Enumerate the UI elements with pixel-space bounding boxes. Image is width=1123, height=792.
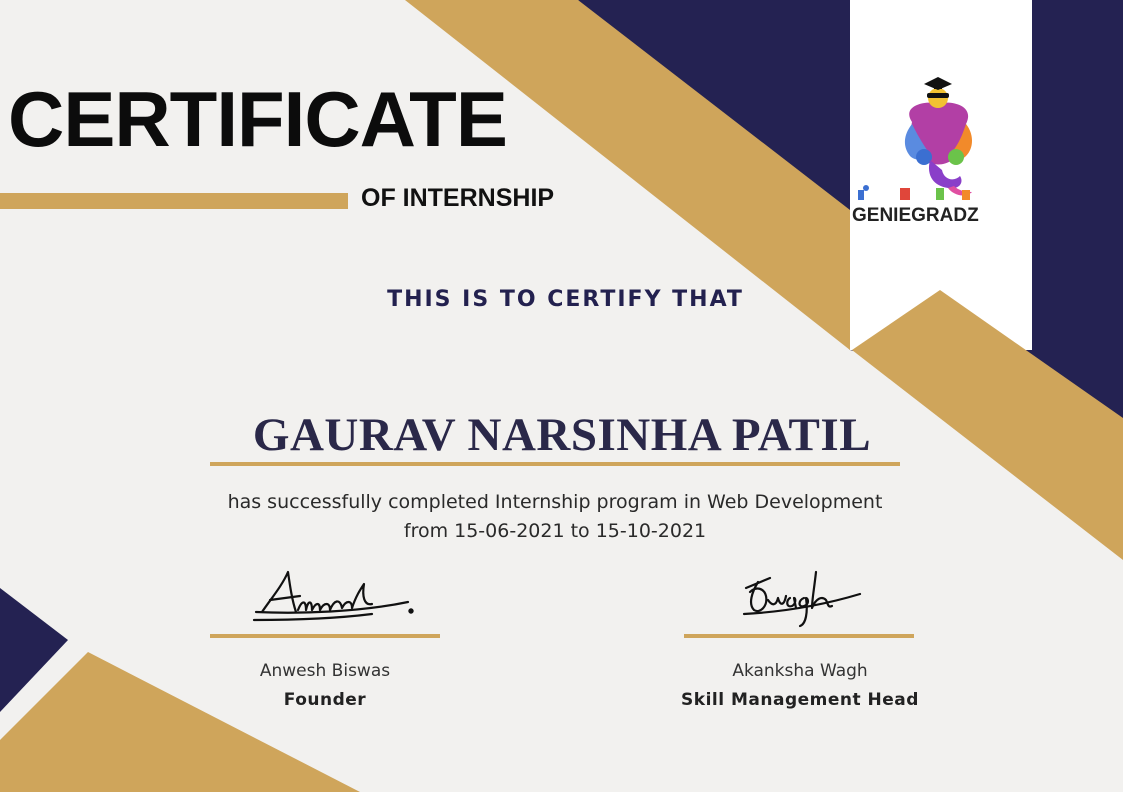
signature-line-right [684,634,914,638]
signature-wagh [744,572,860,626]
signatory-role-left: Founder [283,690,367,710]
certify-intro [0,289,1123,311]
name-underline [210,462,900,466]
certificate-title: CERTIFICATE [8,75,507,163]
signature-anwesh [254,572,413,620]
signature-line-left [210,634,440,638]
completion-statement: has successfully completed Internship program in Web Development [227,491,883,513]
subtitle-gold-bar [0,193,348,209]
signatory-name-left: Anwesh Biswas [259,661,391,681]
recipient-name: GAURAV NARSINHA PATIL [252,409,872,461]
certify-intro-text: THIS IS TO CERTIFY THAT [387,287,744,312]
logo-wordmark: GENIEGRADZ [852,205,979,226]
signatory-name-right: Akanksha Wagh [732,661,868,681]
certificate-subtitle: OF INTERNSHIP [361,184,555,212]
internship-dates: from 15-06-2021 to 15-10-2021 [403,520,707,542]
signatory-role-right: Skill Management Head [681,690,919,710]
